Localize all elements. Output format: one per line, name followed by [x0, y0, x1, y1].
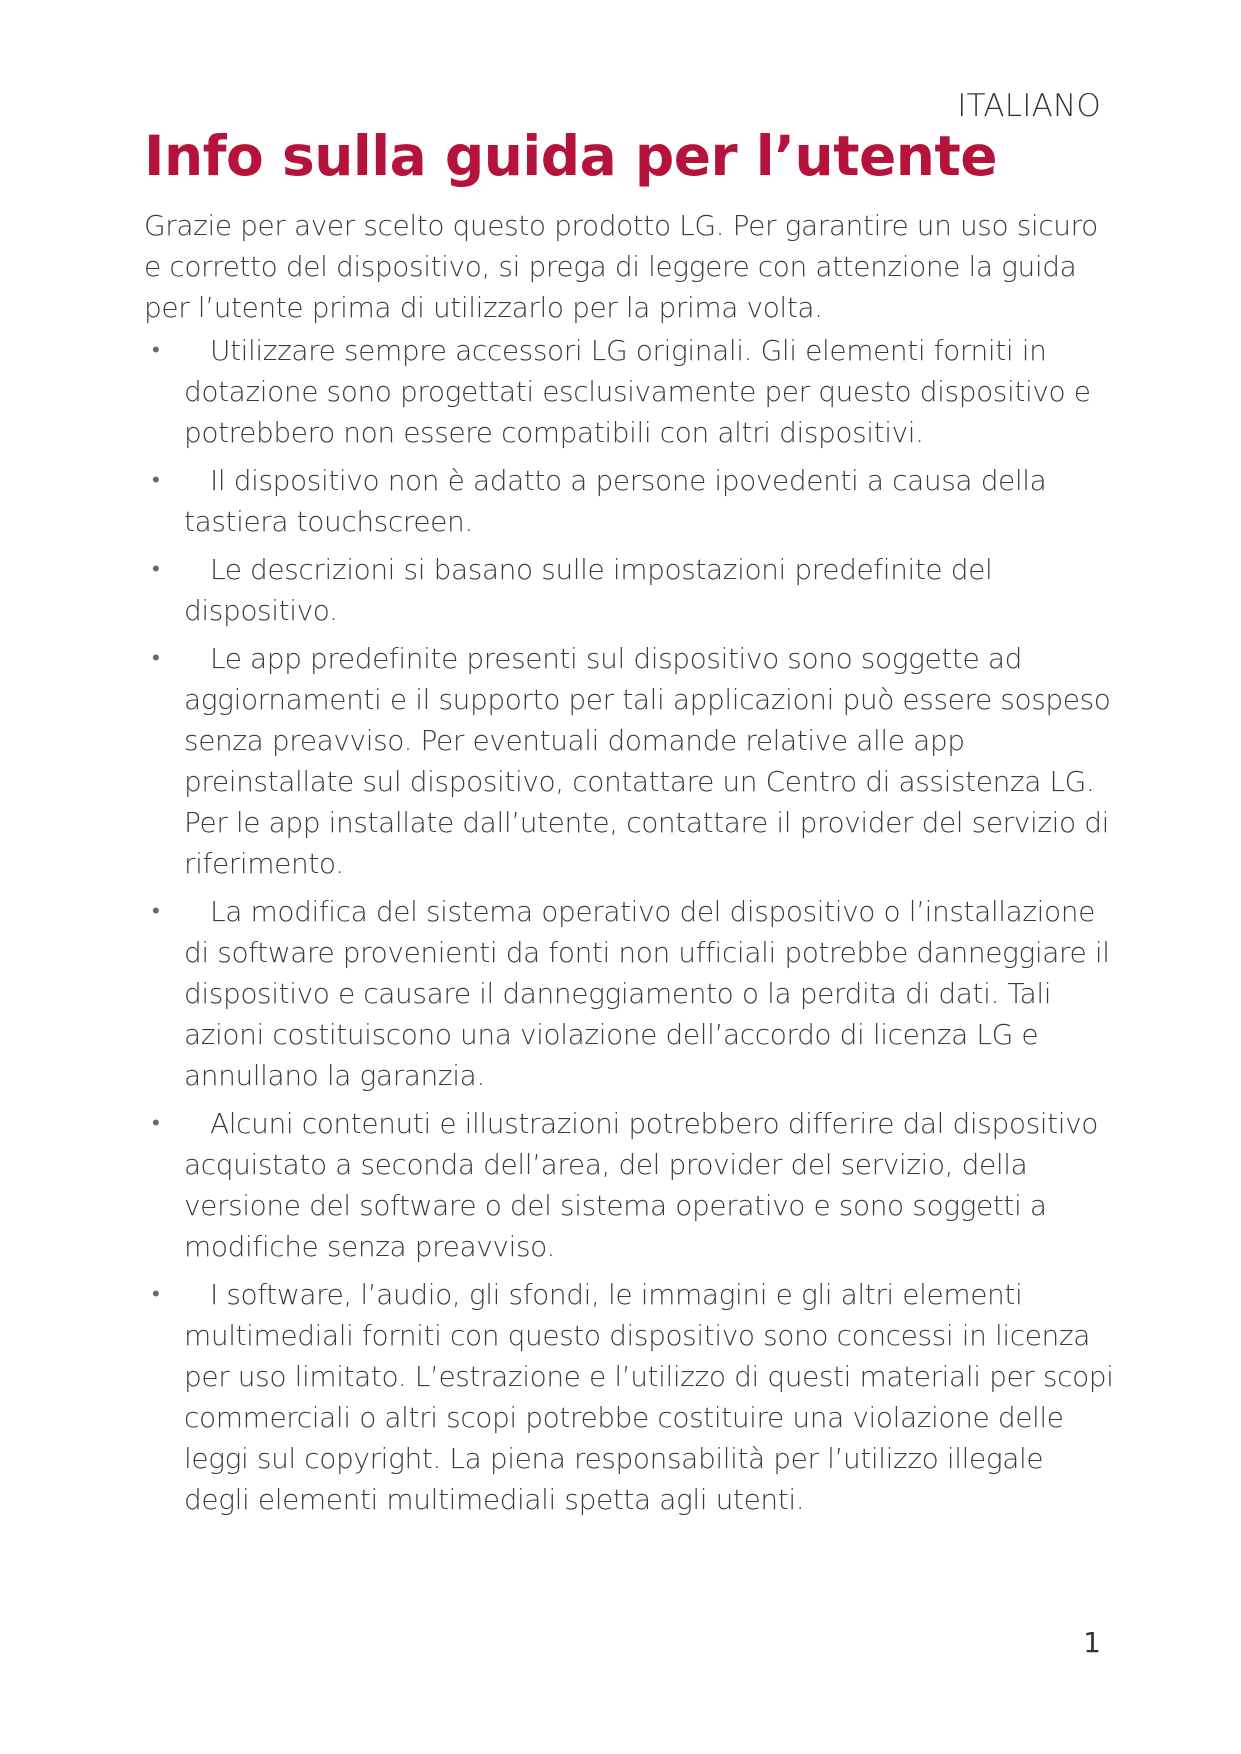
- bullet-icon: •: [152, 1111, 160, 1136]
- list-item: [144, 549, 1114, 631]
- list-item: [144, 1103, 1114, 1267]
- bullet-icon: •: [152, 468, 160, 493]
- intro-paragraph: Grazie per aver scelto questo prodotto LG. Per garantire un uso sicuro e corretto del dispositivo, si prega di leggere con attenzione la guida per l’utente prima di utilizzarlo per la prima volta.: [144, 209, 1098, 324]
- bullet-icon: •: [152, 646, 160, 671]
- list-item: [144, 330, 1114, 453]
- list-item-text: Alcuni contenuti e illustrazioni potrebbero differire dal dispositivo acquistato a seconda dell’area, del provider del servizio, della versione del software o del sistema operativo e sono soggetti a modifiche senza preavviso.: [184, 1107, 1099, 1263]
- page-number: 1: [1083, 1626, 1101, 1659]
- list-item-text: Le descrizioni si basano sulle impostazioni predefinite del dispositivo.: [184, 553, 993, 627]
- list-item: [144, 1274, 1114, 1520]
- list-item-text: Le app predefinite presenti sul dispositivo sono soggette ad aggiornamenti e il supporto per tali applicazioni può essere sospeso senza preavviso. Per eventuali domande relative alle app preinstallate sul dispositivo, contattare un Centro di assistenza LG. Per le app installate dall’utente, contattare il provider del servizio di riferimento.: [184, 642, 1111, 880]
- list-item-text: Utilizzare sempre accessori LG originali. Gli elementi forniti in dotazione sono progettati esclusivamente per questo dispositivo e potrebbero non essere compatibili con altri dispositivi.: [184, 334, 1091, 449]
- list-item-text: La modifica del sistema operativo del dispositivo o l’installazione di software provenienti da fonti non ufficiali potrebbe danneggiare il dispositivo e causare il danneggiamento o la perdita di dati. Tali azioni costituiscono una violazione dell’accordo di licenza LG e annullano la garanzia.: [184, 895, 1110, 1092]
- page-title: Info sulla guida per l’utente: [144, 124, 998, 188]
- list-item-text: Il dispositivo non è adatto a persone ipovedenti a causa della tastiera touchscreen.: [184, 464, 1047, 538]
- bullet-icon: •: [152, 1282, 160, 1307]
- bullet-list: [144, 330, 1114, 1520]
- content-body: [144, 205, 1114, 1527]
- bullet-icon: •: [152, 338, 160, 363]
- list-item: [144, 638, 1114, 884]
- list-item: [144, 891, 1114, 1096]
- list-item: [144, 460, 1114, 542]
- bullet-icon: •: [152, 899, 160, 924]
- bullet-icon: •: [152, 557, 160, 582]
- language-label: ITALIANO: [957, 88, 1101, 124]
- list-item-text: I software, l’audio, gli sfondi, le immagini e gli altri elementi multimediali forniti con questo dispositivo sono concessi in licenza per uso limitato. L’estrazione e l’utilizzo di questi materiali per scopi commerciali o altri scopi potrebbe costituire una violazione delle leggi sul copyright. La piena responsabilità per l’utilizzo illegale degli elementi multimediali spetta agli utenti.: [184, 1278, 1114, 1516]
